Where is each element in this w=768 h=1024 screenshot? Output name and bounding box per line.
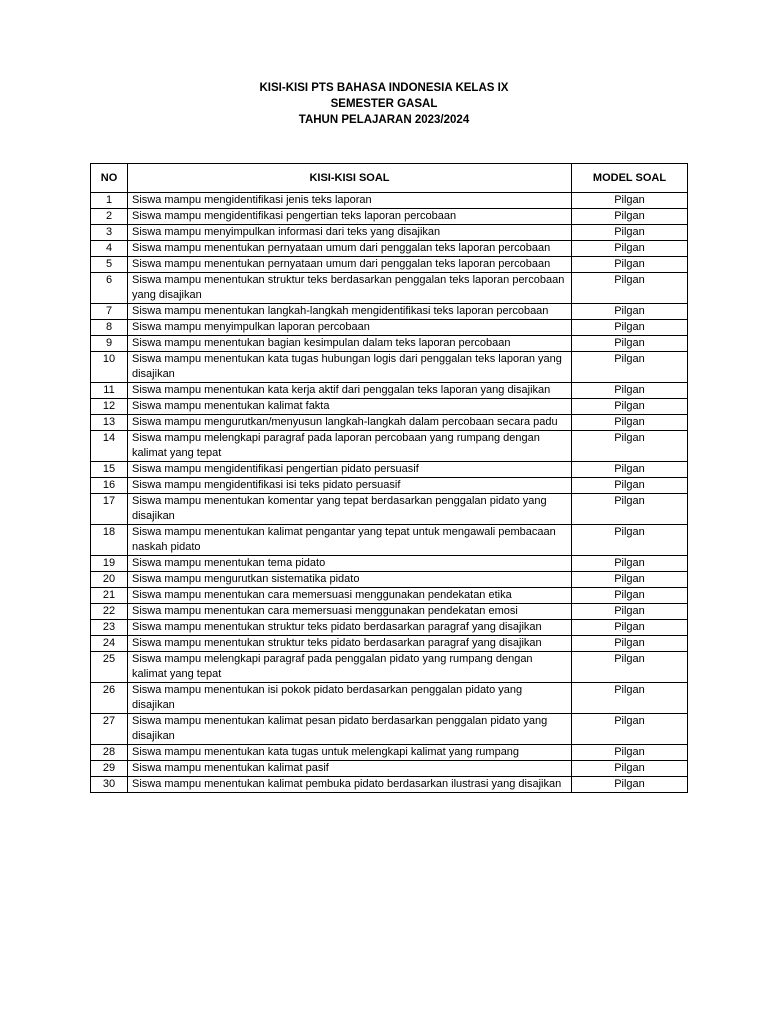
row-number: 11 [91,383,128,399]
row-kisi-kisi-soal: Siswa mampu menentukan cara memersuasi menggunakan pendekatan etika [128,588,572,604]
row-kisi-kisi-soal: Siswa mampu menentukan pernyataan umum dari penggalan teks laporan percobaan [128,241,572,257]
row-kisi-kisi-soal: Siswa mampu menentukan kata kerja aktif dari penggalan teks laporan yang disajikan [128,383,572,399]
row-model-soal: Pilgan [572,273,688,304]
row-number: 10 [91,352,128,383]
row-model-soal: Pilgan [572,336,688,352]
row-kisi-kisi-soal: Siswa mampu menyimpulkan informasi dari teks yang disajikan [128,225,572,241]
table-header-row [91,164,688,193]
table-row [91,636,688,652]
row-number: 2 [91,209,128,225]
row-number: 20 [91,572,128,588]
row-number: 15 [91,462,128,478]
row-kisi-kisi-soal: Siswa mampu menentukan kalimat pembuka pidato berdasarkan ilustrasi yang disajikan [128,777,572,793]
row-kisi-kisi-soal: Siswa mampu menentukan langkah-langkah mengidentifikasi teks laporan percobaan [128,304,572,320]
table-row [91,604,688,620]
row-model-soal: Pilgan [572,714,688,745]
row-model-soal: Pilgan [572,556,688,572]
row-model-soal: Pilgan [572,241,688,257]
table-row [91,225,688,241]
row-model-soal: Pilgan [572,620,688,636]
row-model-soal: Pilgan [572,572,688,588]
row-model-soal: Pilgan [572,478,688,494]
row-kisi-kisi-soal: Siswa mampu mengidentifikasi jenis teks laporan [128,193,572,209]
row-kisi-kisi-soal: Siswa mampu menentukan kalimat pesan pidato berdasarkan penggalan pidato yang disajikan [128,714,572,745]
row-number: 21 [91,588,128,604]
row-kisi-kisi-soal: Siswa mampu menentukan kalimat pasif [128,761,572,777]
table-row [91,761,688,777]
row-number: 13 [91,415,128,431]
row-kisi-kisi-soal: Siswa mampu menentukan kata tugas hubungan logis dari penggalan teks laporan yang disajikan [128,352,572,383]
kisi-kisi-table [90,163,688,793]
table-row [91,478,688,494]
row-kisi-kisi-soal: Siswa mampu mengidentifikasi isi teks pidato persuasif [128,478,572,494]
title-line-1: KISI-KISI PTS BAHASA INDONESIA KELAS IX [259,82,509,94]
document-title [0,80,768,128]
table-row [91,304,688,320]
row-kisi-kisi-soal: Siswa mampu menentukan isi pokok pidato berdasarkan penggalan pidato yang disajikan [128,683,572,714]
row-kisi-kisi-soal: Siswa mampu menentukan kata tugas untuk melengkapi kalimat yang rumpang [128,745,572,761]
table-row [91,683,688,714]
title-line-2: SEMESTER GASAL [330,98,438,110]
column-header-model-soal: MODEL SOAL [572,164,688,193]
row-kisi-kisi-soal: Siswa mampu menentukan pernyataan umum dari penggalan teks laporan percobaan [128,257,572,273]
row-number: 19 [91,556,128,572]
row-number: 14 [91,431,128,462]
row-number: 7 [91,304,128,320]
row-model-soal: Pilgan [572,225,688,241]
table-row [91,714,688,745]
row-model-soal: Pilgan [572,320,688,336]
row-kisi-kisi-soal: Siswa mampu menentukan bagian kesimpulan dalam teks laporan percobaan [128,336,572,352]
table-row [91,241,688,257]
row-number: 26 [91,683,128,714]
row-number: 4 [91,241,128,257]
row-kisi-kisi-soal: Siswa mampu menentukan komentar yang tepat berdasarkan penggalan pidato yang disajikan [128,494,572,525]
row-kisi-kisi-soal: Siswa mampu menentukan tema pidato [128,556,572,572]
row-number: 5 [91,257,128,273]
table-row [91,556,688,572]
column-header-no: NO [91,164,128,193]
row-number: 6 [91,273,128,304]
row-model-soal: Pilgan [572,525,688,556]
row-number: 25 [91,652,128,683]
row-number: 22 [91,604,128,620]
row-model-soal: Pilgan [572,683,688,714]
row-model-soal: Pilgan [572,209,688,225]
row-kisi-kisi-soal: Siswa mampu menentukan kalimat pengantar yang tepat untuk mengawali pembacaan naskah pidato [128,525,572,556]
row-kisi-kisi-soal: Siswa mampu menentukan struktur teks pidato berdasarkan paragraf yang disajikan [128,620,572,636]
row-model-soal: Pilgan [572,636,688,652]
row-kisi-kisi-soal: Siswa mampu mengurutkan/menyusun langkah-langkah dalam percobaan secara padu [128,415,572,431]
row-kisi-kisi-soal: Siswa mampu menentukan cara memersuasi menggunakan pendekatan emosi [128,604,572,620]
table-body [91,193,688,793]
row-model-soal: Pilgan [572,415,688,431]
row-kisi-kisi-soal: Siswa mampu mengidentifikasi pengertian pidato persuasif [128,462,572,478]
row-model-soal: Pilgan [572,652,688,683]
row-number: 23 [91,620,128,636]
row-model-soal: Pilgan [572,383,688,399]
row-number: 30 [91,777,128,793]
column-header-kisi-kisi-soal: KISI-KISI SOAL [128,164,572,193]
row-kisi-kisi-soal: Siswa mampu menyimpulkan laporan percobaan [128,320,572,336]
row-model-soal: Pilgan [572,761,688,777]
row-model-soal: Pilgan [572,431,688,462]
row-number: 18 [91,525,128,556]
table-row [91,431,688,462]
row-kisi-kisi-soal: Siswa mampu menentukan struktur teks berdasarkan penggalan teks laporan percobaan yang disajikan [128,273,572,304]
row-model-soal: Pilgan [572,352,688,383]
row-number: 27 [91,714,128,745]
row-kisi-kisi-soal: Siswa mampu mengidentifikasi pengertian teks laporan percobaan [128,209,572,225]
row-kisi-kisi-soal: Siswa mampu menentukan struktur teks pidato berdasarkan paragraf yang disajikan [128,636,572,652]
row-number: 1 [91,193,128,209]
table-row [91,462,688,478]
row-model-soal: Pilgan [572,604,688,620]
row-number: 29 [91,761,128,777]
row-model-soal: Pilgan [572,588,688,604]
row-kisi-kisi-soal: Siswa mampu menentukan kalimat fakta [128,399,572,415]
row-model-soal: Pilgan [572,257,688,273]
row-kisi-kisi-soal: Siswa mampu melengkapi paragraf pada penggalan pidato yang rumpang dengan kalimat yang tepat [128,652,572,683]
row-number: 9 [91,336,128,352]
row-model-soal: Pilgan [572,304,688,320]
table-row [91,399,688,415]
row-number: 24 [91,636,128,652]
table-row [91,336,688,352]
row-model-soal: Pilgan [572,462,688,478]
table-row [91,745,688,761]
row-model-soal: Pilgan [572,193,688,209]
row-number: 28 [91,745,128,761]
table-row [91,415,688,431]
row-model-soal: Pilgan [572,494,688,525]
table-row [91,572,688,588]
row-model-soal: Pilgan [572,745,688,761]
table-row [91,777,688,793]
row-number: 12 [91,399,128,415]
table-row [91,652,688,683]
row-kisi-kisi-soal: Siswa mampu mengurutkan sistematika pidato [128,572,572,588]
table-row [91,525,688,556]
table-row [91,209,688,225]
table-row [91,257,688,273]
title-line-3: TAHUN PELAJARAN 2023/2024 [298,114,470,126]
table-row [91,273,688,304]
row-model-soal: Pilgan [572,399,688,415]
row-kisi-kisi-soal: Siswa mampu melengkapi paragraf pada laporan percobaan yang rumpang dengan kalimat yang tepat [128,431,572,462]
row-number: 3 [91,225,128,241]
table-row [91,588,688,604]
table-row [91,620,688,636]
table-row [91,320,688,336]
table-row [91,193,688,209]
row-number: 8 [91,320,128,336]
row-number: 17 [91,494,128,525]
table-row [91,494,688,525]
table-row [91,383,688,399]
row-model-soal: Pilgan [572,777,688,793]
table-row [91,352,688,383]
row-number: 16 [91,478,128,494]
